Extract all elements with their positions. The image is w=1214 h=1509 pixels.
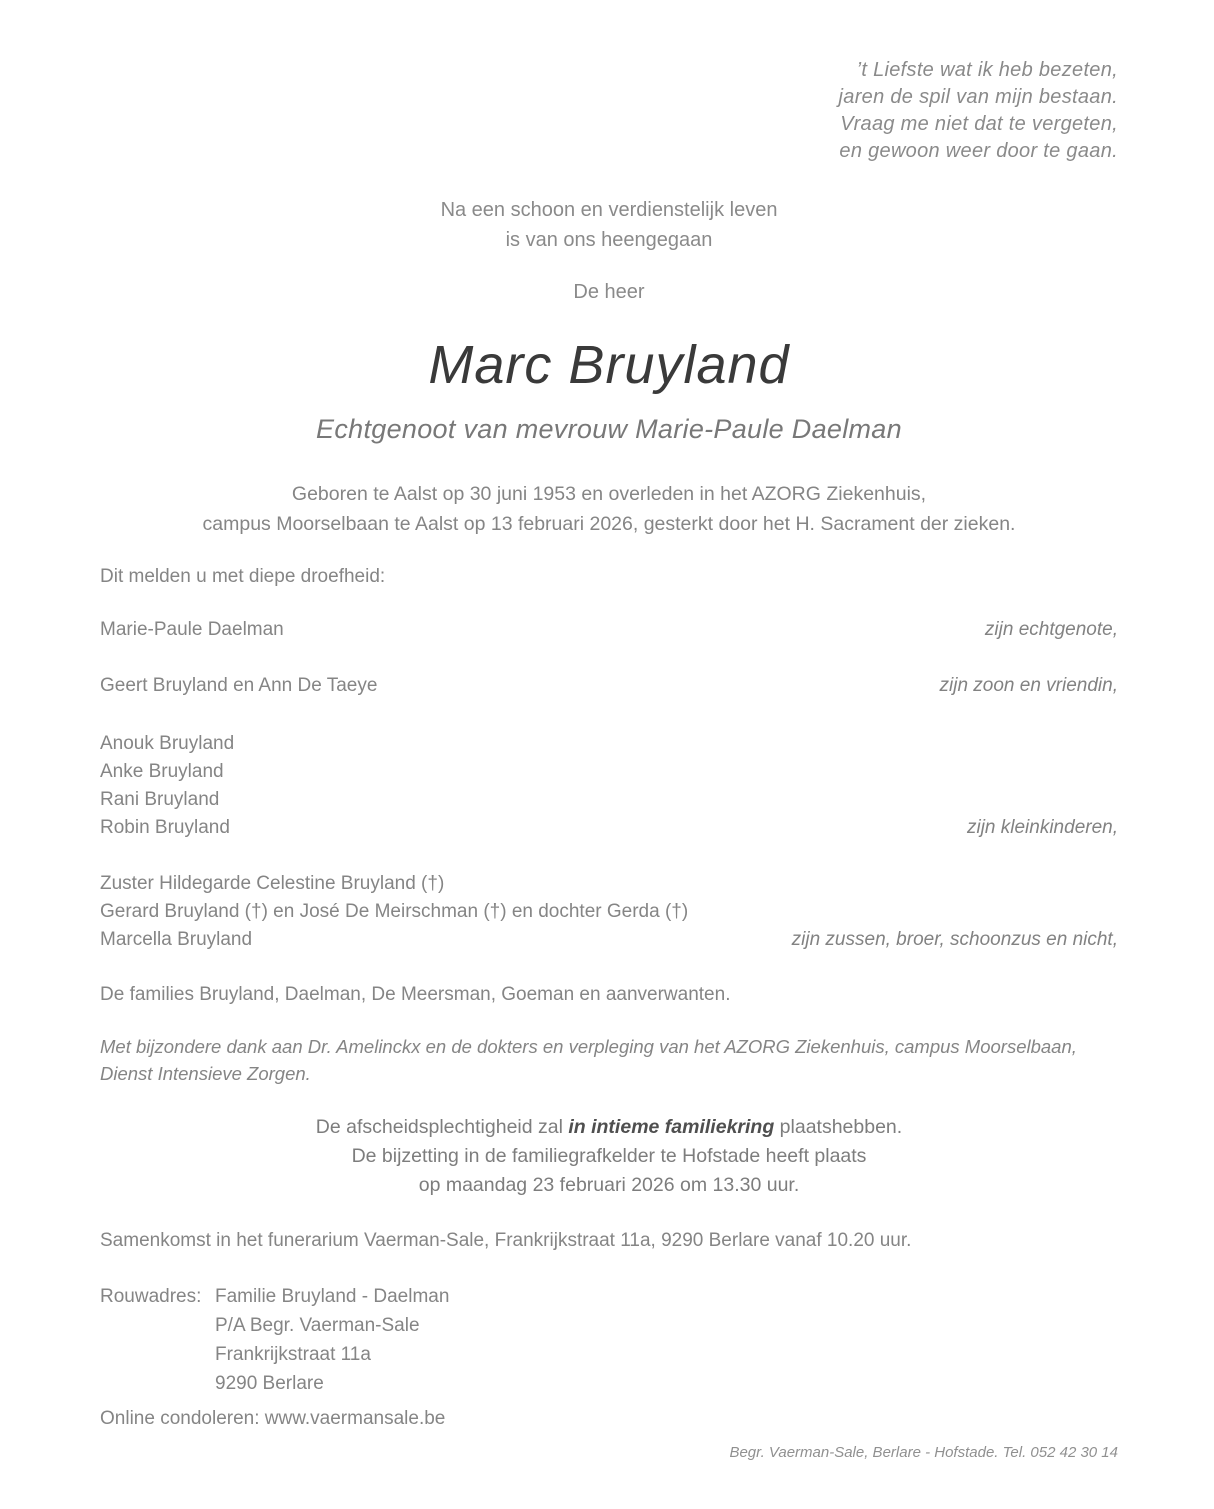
mourning-address-label: Rouwadres: (100, 1286, 202, 1307)
intro (100, 195, 1118, 255)
online-condolence-line: Online condoleren: www.vaermansale.be (100, 1408, 446, 1429)
ceremony-emphasis: in intieme familiekring (568, 1116, 775, 1138)
life-dates (100, 479, 1118, 539)
ceremony-line-pre: De afscheidsplechtigheid zal (315, 1116, 569, 1138)
ceremony-line (100, 1113, 1118, 1142)
family-member-name: Anke Bruyland (100, 761, 224, 782)
relation-label: zijn zussen, broer, schoonzus en nicht, (791, 929, 1118, 950)
family-member-name: Marcella Bruyland (100, 929, 253, 950)
thanks-note (100, 1033, 1118, 1087)
intro-line: is van ons heengegaan (505, 229, 713, 251)
family-member-name: Marie-Paule Daelman (100, 619, 284, 640)
poem-line: jaren de spil van mijn bestaan. (838, 86, 1118, 108)
poem-line: en gewoon weer door te gaan. (839, 140, 1118, 162)
ceremony-line-post: plaatshebben. (774, 1116, 903, 1138)
poem (100, 57, 1118, 165)
family-names (100, 616, 284, 644)
mourning-address-line: Frankrijkstraat 11a (215, 1344, 371, 1365)
mourning-address-lines (215, 1282, 449, 1398)
gathering-line: Samenkomst in het funerarium Vaerman-Sale, Frankrijkstraat 11a, 9290 Berlare vanaf 10.20 uur. (100, 1230, 912, 1251)
poem-line: Vraag me niet dat te vergeten, (840, 113, 1118, 135)
salutation: De heer (573, 281, 645, 303)
family-group-siblings (100, 870, 1118, 954)
mourning-address-line: P/A Begr. Vaerman-Sale (215, 1315, 420, 1336)
family-member-name: Zuster Hildegarde Celestine Bruyland (†) (100, 873, 445, 894)
family-group-spouse (100, 616, 1118, 644)
relation-label: zijn echtgenote, (984, 619, 1118, 640)
poem-line: ’t Liefste wat ik heb bezeten, (856, 59, 1118, 81)
deceased-relation: Echtgenoot van mevrouw Marie-Paule Daelman (316, 414, 902, 444)
thanks-note-line: Dienst Intensieve Zorgen. (100, 1063, 311, 1084)
family-group-son (100, 672, 1118, 700)
mourning-address-line: 9290 Berlare (215, 1373, 324, 1394)
thanks-note-line: Met bijzondere dank aan Dr. Amelinckx en de dokters en verpleging van het AZORG Ziekenhuis, campus Moorselbaan, (100, 1036, 1077, 1057)
family-names (100, 672, 377, 700)
family-member-name: Rani Bruyland (100, 789, 220, 810)
family-names (100, 730, 234, 842)
family-member-name: Robin Bruyland (100, 817, 230, 838)
family-group-grandchildren (100, 730, 1118, 842)
mourning-address-line: Familie Bruyland - Daelman (215, 1286, 450, 1307)
announcement-line: Dit melden u met diepe droefheid: (100, 566, 386, 587)
ceremony-line: op maandag 23 februari 2026 om 13.30 uur. (418, 1174, 800, 1196)
family-names (100, 870, 688, 954)
family-member-name: Anouk Bruyland (100, 733, 235, 754)
life-dates-line: campus Moorselbaan te Aalst op 13 februari 2026, gesterkt door het H. Sacrament der zieken. (202, 513, 1016, 535)
mourning-address (100, 1282, 1118, 1398)
family-member-name: Gerard Bruyland (†) en José De Meirschman (†) en dochter Gerda (†) (100, 901, 689, 922)
family-member-name: Geert Bruyland en Ann De Taeye (100, 675, 378, 696)
ceremony-details (100, 1113, 1118, 1200)
relation-label: zijn zoon en vriendin, (939, 675, 1118, 696)
families-line: De families Bruyland, Daelman, De Meersman, Goeman en aanverwanten. (100, 984, 731, 1005)
life-dates-line: Geboren te Aalst op 30 juni 1953 en overleden in het AZORG Ziekenhuis, (291, 483, 927, 505)
ceremony-line: De bijzetting in de familiegrafkelder te Hofstade heeft plaats (351, 1145, 867, 1167)
intro-line: Na een schoon en verdienstelijk leven (440, 199, 778, 221)
funeral-home-footer: Begr. Vaerman-Sale, Berlare - Hofstade. Tel. 052 42 30 14 (729, 1444, 1118, 1461)
deceased-name: Marc Bruyland (428, 335, 790, 395)
relation-label: zijn kleinkinderen, (966, 817, 1118, 838)
